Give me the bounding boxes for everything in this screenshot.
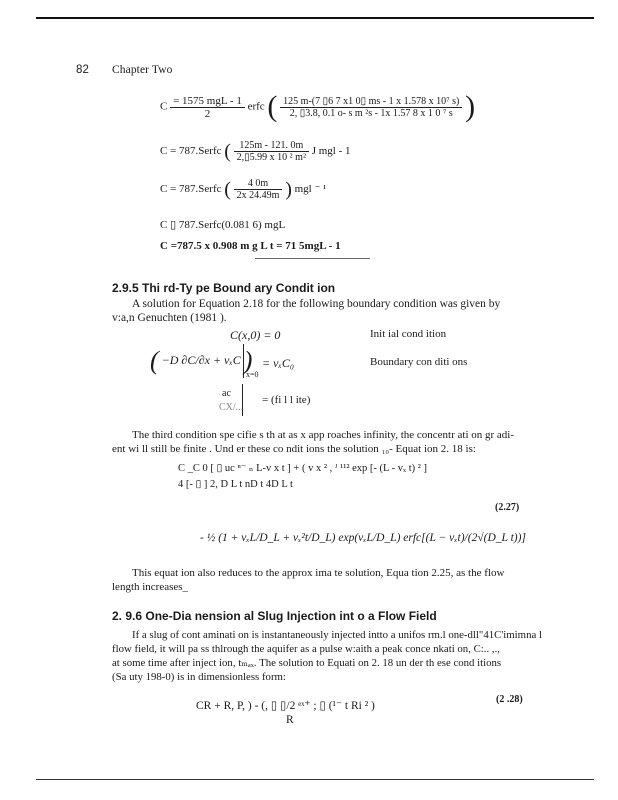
example-end-rule bbox=[255, 258, 370, 259]
s296-line-2: flow field, it will pa ss thlrough the aquifer as a pulse w:aith a peak conce nkati on, C:.. ,., bbox=[112, 643, 500, 655]
eq1-inner-den: 2, ▯3.8, 0.1 o- s m ²s - 1x 1.57 8 x 1 0 ⁷ s bbox=[289, 107, 453, 119]
top-rule bbox=[36, 17, 594, 19]
eq3-fraction bbox=[234, 178, 283, 201]
bc3-rhs: = (fi l l ite) bbox=[262, 394, 311, 406]
eq1-inner-fraction bbox=[280, 96, 462, 119]
worked-eq-5: C =787.5 x 0.908 m g L t = 71 5mgL - 1 bbox=[160, 240, 341, 252]
main-eq-line-2: 4 [- ▯ ] 2, D L t nD t 4D L t bbox=[178, 479, 293, 490]
eq1-frac-num: = 1575 mgL - 1 bbox=[170, 95, 245, 108]
equation-number-2-28: (2 .28) bbox=[496, 694, 523, 705]
eq2-lhs: C = 787.Serfc bbox=[160, 145, 222, 158]
section-heading-2-9-5: 2.9.5 Thi rd-Ty pe Bound ary Condit ion bbox=[112, 281, 336, 295]
bc2-subscript: x=0 bbox=[246, 370, 259, 379]
equation-number-2-27: (2.27) bbox=[495, 502, 520, 513]
intro-line-2: v:a,n Genuchten (1981 ). bbox=[112, 312, 227, 324]
section-296-body bbox=[112, 628, 542, 684]
section-295-closing bbox=[112, 566, 504, 594]
page-number: 82 bbox=[76, 64, 89, 76]
eq3-den: 2x 24.49m bbox=[236, 190, 280, 201]
eq1-fraction bbox=[170, 95, 245, 120]
bc2-eval-bar bbox=[243, 344, 244, 378]
worked-eq-3 bbox=[160, 178, 326, 201]
eq1-close-paren: ) bbox=[465, 90, 476, 123]
final-eq: CR + R, P, ) - (, ▯ ▯/2 ᵉˣ⁺ ; ▯ (¹⁻ t Ri ² ) bbox=[196, 700, 375, 712]
s296-line-1: If a slug of cont aminati on is instantaneously injected intto a unifos rm.l one-dll"41C'imimna l bbox=[132, 629, 542, 641]
bc-initial-eq: C(x,0) = 0 bbox=[230, 328, 281, 342]
closing-line-2: length increases_ bbox=[112, 581, 189, 593]
bottom-rule bbox=[36, 779, 594, 780]
running-head-chapter: Chapter Two bbox=[112, 64, 173, 76]
intro-line-1: A solution for Equation 2.18 for the following boundary condition was given by bbox=[132, 298, 501, 310]
eq3-unit: mgl ⁻ ¹ bbox=[294, 183, 327, 196]
bc-boundary-eq bbox=[150, 348, 252, 374]
section-heading-2-9-6: 2. 9.6 One-Dia nension al Slug Injection int o a Flow Field bbox=[112, 609, 437, 623]
eq2-fraction bbox=[234, 140, 309, 163]
eq3-open-paren: ( bbox=[224, 178, 231, 201]
bc-initial-label: Init ial cond ition bbox=[370, 328, 447, 340]
eq2-den: 2,▯5.99 x 10 ² m² bbox=[236, 152, 306, 163]
eq3-close-paren: ) bbox=[285, 178, 292, 201]
eq3-num: 4 0m bbox=[234, 178, 283, 190]
bc3-top: ac bbox=[222, 388, 231, 399]
s296-line-3: at some time after inject ion, tₘₐₓ. The solution to Equati on 2. 18 un der th ese cond itions bbox=[112, 657, 502, 669]
bc2-rhs: = vₓC₀ bbox=[262, 356, 295, 370]
second-eq: - ½ (1 + vₓL/D_L + vₓ²t/D_L) exp(vₓL/D_L) erfc[(L − vₓt)/(2√(D_L t))] bbox=[200, 532, 526, 544]
body-line-1: The third condition spe cifie s th at as x app roaches infinity, the concentr ati on gr adi- bbox=[132, 429, 515, 441]
eq1-inner-num: 125 m-(7 ▯6 7 x1 0▯ ms - 1 x 1.578 x 10⁷ s) bbox=[280, 96, 462, 108]
eq1-lhs: C bbox=[160, 100, 168, 113]
eq1-func: erfc bbox=[247, 100, 265, 113]
worked-eq-1 bbox=[160, 92, 475, 122]
bc2-close-paren: ) bbox=[243, 346, 253, 375]
eq2-num: 125m - 121. 0m bbox=[234, 140, 309, 152]
bc-boundary-label: Boundary con diti ons bbox=[370, 356, 468, 368]
body-line-2: ent wi ll still be finite . Und er these co ndit ions the solution ₁₀- Equat ion 2. 18 is: bbox=[112, 443, 476, 455]
bc2-lhs: −D ∂C/∂x + vₓC bbox=[161, 352, 241, 367]
section-295-body bbox=[112, 428, 514, 456]
eq2-unit: J mgl - 1 bbox=[311, 145, 351, 158]
eq3-lhs: C = 787.Serfc bbox=[160, 183, 222, 196]
worked-eq-4: C ▯ 787.Serfc(0.081 6) mgL bbox=[160, 219, 286, 231]
eq1-open-paren: ( bbox=[267, 90, 278, 123]
section-295-intro bbox=[112, 297, 500, 325]
final-eq-sub: R bbox=[286, 714, 294, 726]
eq1-frac-den: 2 bbox=[204, 107, 211, 120]
bc2-open-paren: ( bbox=[150, 346, 159, 375]
worked-eq-2 bbox=[160, 140, 351, 163]
eq2-open-paren: ( bbox=[224, 140, 231, 163]
main-eq-line-1: C _C 0 [ ▯ uc ⁿ⁻ ₙ L-v x t ] + ( v x ² , ᴶ ¹¹² exp [- (L - vₓ t) ² ] bbox=[178, 463, 428, 474]
s296-line-4: (Sa uty 198-0) is in dimensionless form: bbox=[112, 671, 286, 683]
bc3-bottom: CX/... bbox=[219, 402, 244, 413]
closing-line-1: This equat ion also reduces to the approx ima te solution, Equa tion 2.25, as the flow bbox=[132, 567, 505, 579]
